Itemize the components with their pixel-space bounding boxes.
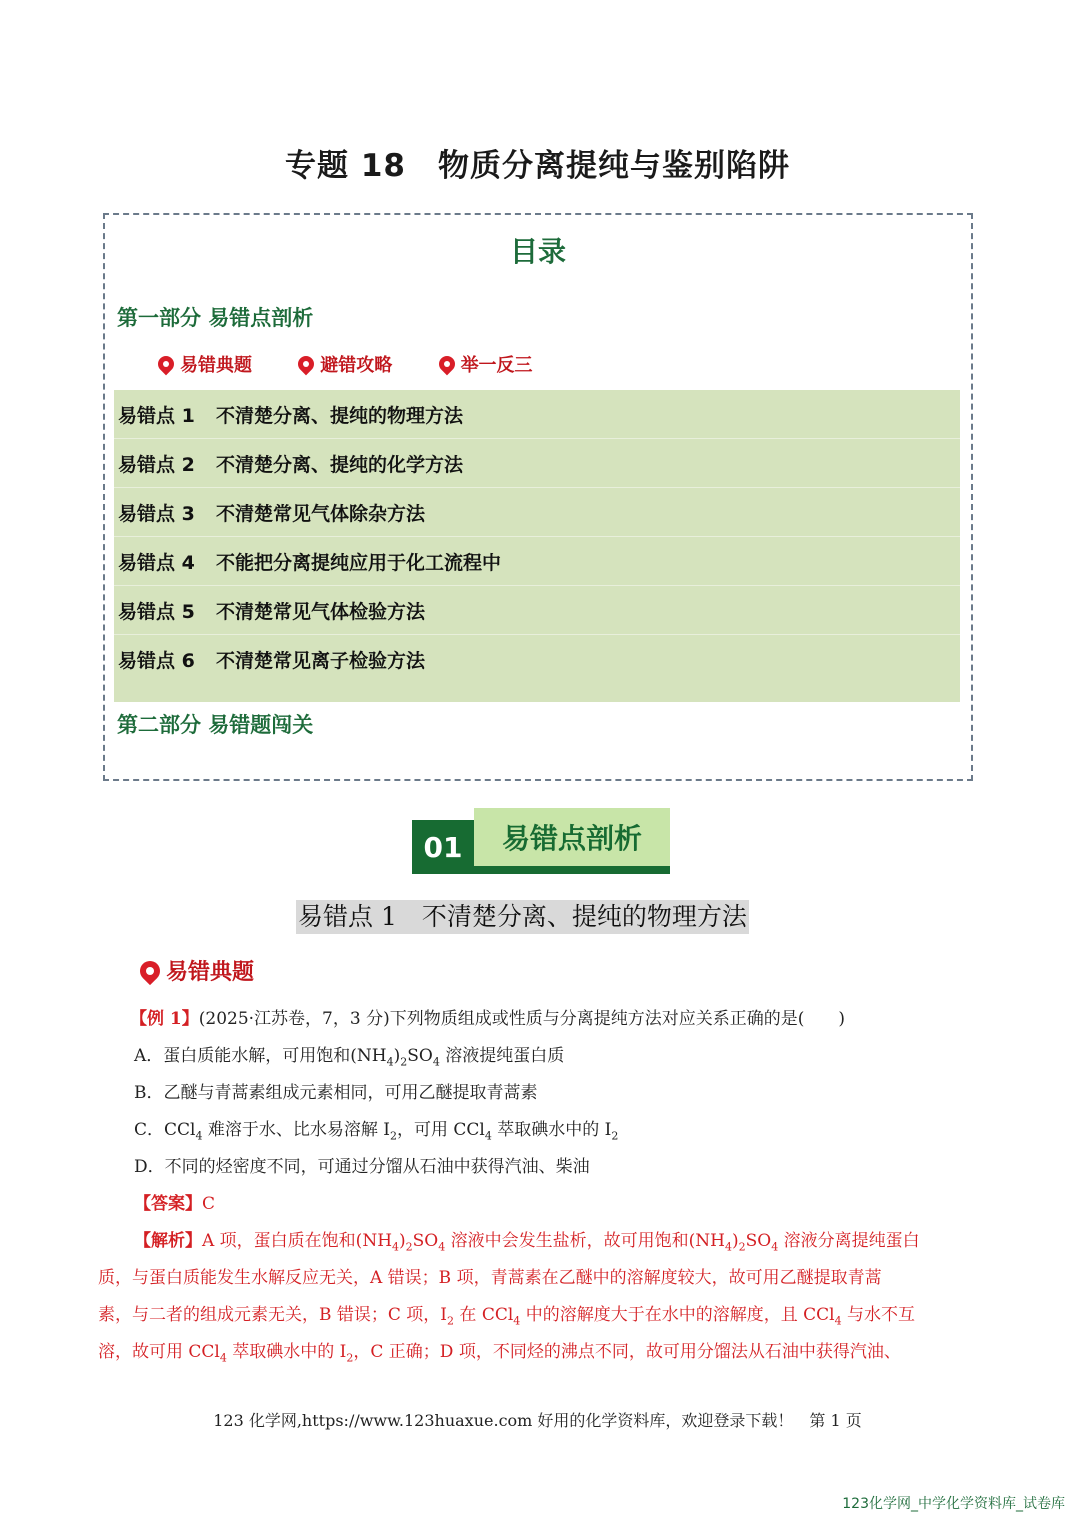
option-b: B．乙醚与青蒿素组成元素相同，可用乙醚提取青蒿素: [134, 1083, 538, 1103]
analysis-line-1: [134, 1226, 920, 1253]
text: ): [393, 1046, 401, 1066]
banner-number: 01: [412, 820, 474, 874]
text: 在 CCl: [454, 1305, 514, 1325]
answer-tag: 【答案】: [134, 1194, 202, 1214]
text: SO: [745, 1231, 772, 1251]
toc-item-num: 易错点 2: [118, 453, 195, 476]
subscript: 4: [386, 1055, 394, 1069]
page-title: 专题 18 物质分离提纯与鉴别陷阱: [285, 148, 790, 184]
text: ，C 正确；D 项，不同烃的沸点不同，故可用分馏法从石油中获得汽油、: [353, 1342, 901, 1362]
example-heading: [140, 955, 254, 986]
location-pin-icon: [136, 956, 164, 984]
option-a: [134, 1041, 564, 1068]
toc-item-num: 易错点 1: [118, 404, 195, 427]
subscript: 2: [611, 1129, 619, 1143]
subscript: 4: [834, 1314, 842, 1328]
analysis-tag: 【解析】: [134, 1231, 202, 1251]
text: SO: [412, 1231, 439, 1251]
subscript: 4: [771, 1240, 779, 1254]
toc-part2[interactable]: 第二部分 易错题闯关: [117, 713, 314, 737]
toc-item-text: 不清楚常见离子检验方法: [216, 649, 426, 672]
text: ，可用 CCl: [397, 1120, 485, 1140]
text: ): [732, 1231, 739, 1251]
answer-value: C: [202, 1194, 216, 1214]
tag-label: 举一反三: [460, 355, 533, 376]
tag-practice[interactable]: [439, 351, 533, 377]
toc-item-num: 易错点 4: [118, 551, 195, 574]
answer: [134, 1189, 215, 1214]
subscript: 4: [392, 1240, 400, 1254]
text: 难溶于水、比水易溶解 I: [202, 1120, 390, 1140]
toc-item-text: 不清楚常见气体检验方法: [216, 600, 426, 623]
toc-heading: 目录: [509, 235, 566, 268]
text: 中的溶解度大于在水中的溶解度，且 CCl: [520, 1305, 835, 1325]
subscript: 4: [432, 1055, 440, 1069]
subscript: 2: [447, 1314, 455, 1328]
toc-item-text: 不能把分离提纯应用于化工流程中: [216, 551, 502, 574]
example-stem-text: (2025·江苏卷，7，3 分)下列物质组成或性质与分离提纯方法对应关系正确的是( ): [198, 1009, 845, 1029]
text: C．CCl: [134, 1120, 196, 1140]
text: SO: [407, 1046, 433, 1066]
subscript: 2: [346, 1351, 354, 1365]
text: 溶，故可用 CCl: [98, 1342, 220, 1362]
tag-typical[interactable]: [158, 351, 252, 377]
toc-item-text: 不清楚常见气体除杂方法: [216, 502, 426, 525]
toc-item-3[interactable]: [114, 488, 960, 537]
text: A 项，蛋白质在饱和(NH: [202, 1231, 393, 1251]
subscript: 4: [438, 1240, 446, 1254]
watermark-text: 123化学网_中学化学资料库_试卷库: [842, 1496, 1065, 1512]
text: ): [399, 1231, 406, 1251]
text: 素，与二者的组成元素无关，B 错误；C 项，I: [98, 1305, 448, 1325]
toc-tags: [158, 351, 573, 377]
text: 溶液分离提纯蛋白: [778, 1231, 920, 1251]
analysis-line-4: [98, 1337, 901, 1364]
toc-part1[interactable]: 第一部分 易错点剖析: [117, 306, 314, 330]
subscript: 4: [484, 1129, 492, 1143]
banner-label: 易错点剖析: [474, 808, 670, 866]
location-pin-icon: [295, 353, 318, 376]
location-pin-icon: [435, 353, 458, 376]
subscript: 2: [390, 1129, 397, 1143]
toc-item-1[interactable]: [114, 390, 960, 439]
toc-item-num: 易错点 3: [118, 502, 195, 525]
text: 溶液中会发生盐析，故可用饱和(NH: [445, 1231, 725, 1251]
toc-item-num: 易错点 5: [118, 600, 195, 623]
banner-underline: [474, 866, 670, 874]
example-tag: 【例 1】: [130, 1009, 199, 1029]
toc-list: [114, 390, 960, 702]
text: A．蛋白质能水解，可用饱和(NH: [134, 1046, 387, 1066]
tag-label: 避错攻略: [320, 355, 393, 376]
text: 与水不互: [841, 1305, 915, 1325]
subscript: 4: [513, 1314, 521, 1328]
subscript: 4: [219, 1351, 227, 1365]
toc-item-5[interactable]: [114, 586, 960, 635]
analysis-line-2: 质，与蛋白质能发生水解反应无关，A 错误；B 项，青蒿素在乙醚中的溶解度较大，故可用乙醚提取青蒿: [98, 1268, 882, 1288]
subscript: 2: [405, 1240, 413, 1254]
toc-item-6[interactable]: [114, 635, 960, 683]
toc-item-text: 不清楚分离、提纯的化学方法: [216, 453, 464, 476]
toc-item-num: 易错点 6: [118, 649, 195, 672]
text: 萃取碘水中的 I: [226, 1342, 347, 1362]
tag-label: 易错典题: [180, 355, 252, 376]
text: 萃取碘水中的 I: [491, 1120, 612, 1140]
tag-strategy[interactable]: [298, 351, 392, 377]
page-footer: 123 化学网,https://www.123huaxue.com 好用的化学资料库，欢迎登录下载！ 第 1 页: [213, 1411, 862, 1430]
location-pin-icon: [155, 353, 178, 376]
option-d: D．不同的烃密度不同，可通过分馏从石油中获得汽油、柴油: [134, 1157, 590, 1177]
subscript: 2: [738, 1240, 746, 1254]
option-c: [134, 1115, 618, 1142]
subscript: 2: [400, 1055, 408, 1069]
example-stem: [130, 1004, 845, 1029]
section-title: 易错点 1 不清楚分离、提纯的物理方法: [296, 900, 749, 934]
example-heading-label: 易错典题: [166, 960, 255, 985]
toc-item-4[interactable]: [114, 537, 960, 586]
subscript: 4: [195, 1129, 203, 1143]
subscript: 4: [725, 1240, 732, 1254]
analysis-line-3: [98, 1300, 915, 1327]
toc-item-text: 不清楚分离、提纯的物理方法: [216, 404, 464, 427]
text: 溶液提纯蛋白质: [439, 1046, 565, 1066]
toc-item-2[interactable]: [114, 439, 960, 488]
